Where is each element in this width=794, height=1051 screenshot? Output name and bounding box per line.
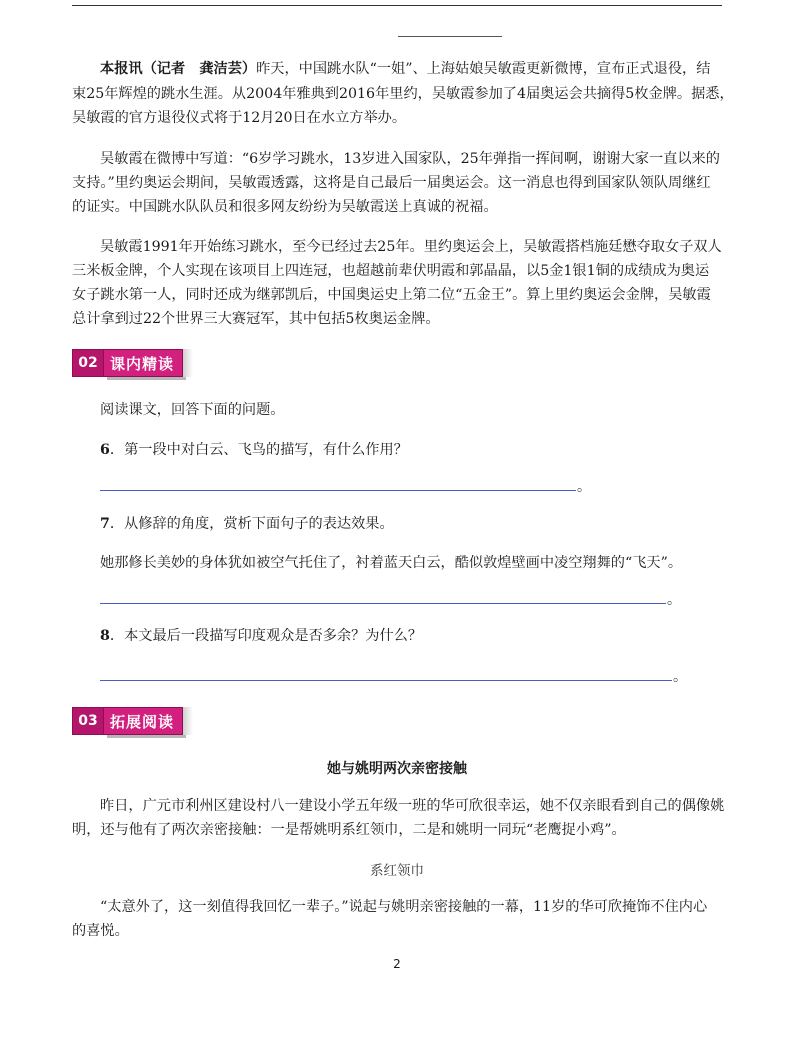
section-03-tail xyxy=(183,707,193,735)
question-7-text: ．从修辞的角度，赏析下面句子的表达效果。 xyxy=(109,516,394,532)
section-02-title: 课内精读 xyxy=(104,349,183,377)
question-7-number: 7 xyxy=(100,516,110,532)
answer-line-6[interactable] xyxy=(100,490,576,491)
news-p1-line1: 昨天，中国跳水队“一姐”、上海姑娘吴敏霞更新微博，宣布正式退役，结 xyxy=(256,61,711,77)
news-p3-line3: 女子跳水第一人，同时还成为继郭凯后，中国奥运史上第二位“五金王”。算上里约奥运会金牌，吴敏霞 xyxy=(72,287,711,303)
question-6-number: 6 xyxy=(100,442,110,458)
article-p2-line1: “太意外了，这一刻值得我回忆一辈子。”说起与姚明亲密接触的一幕，11岁的华可欣掩饰不住内心 xyxy=(100,899,708,915)
answer-line-8-end: 。 xyxy=(673,669,687,685)
page-number: 2 xyxy=(393,957,401,971)
section-03-number: 03 xyxy=(72,707,104,735)
question-7 xyxy=(100,514,394,534)
news-p3-line2: 三米板金牌，个人实现在该项目上四连冠，也超越前辈伏明霞和郭晶晶，以5金1银1铜的成绩成为奥运 xyxy=(72,263,710,279)
news-p3-line4: 总计拿到过22个世界三大赛冠军，其中包括5枚奥运金牌。 xyxy=(72,311,440,327)
answer-line-6-end: 。 xyxy=(577,479,591,495)
top-rule xyxy=(72,5,722,6)
answer-line-7-end: 。 xyxy=(667,592,681,608)
article-p1-line1: 昨日，广元市利州区建设村八一建设小学五年级一班的华可欣很幸运，她不仅亲眼看到自己的偶像姚 xyxy=(100,798,725,814)
answer-line-7[interactable] xyxy=(100,603,666,604)
answer-line-8[interactable] xyxy=(100,680,672,681)
news-p2-line2: 支持。”里约奥运会期间，吴敏霞透露，这将是自己最后一届奥运会。这一消息也得到国家队领队周继红 xyxy=(72,175,711,191)
question-6-text: ．第一段中对白云、飞鸟的描写，有什么作用？ xyxy=(109,442,408,458)
news-p2-line1: 吴敏霞在微博中写道：“6岁学习跳水，13岁进入国家队，25年弹指一挥间啊，谢谢大家一直以来的 xyxy=(100,151,720,167)
section-02-tail xyxy=(183,349,193,377)
question-8-text: ．本文最后一段描写印度观众是否多余？为什么？ xyxy=(109,628,423,644)
question-6 xyxy=(100,440,408,460)
news-p2-line3: 的证实。中国跳水队队员和很多网友纷纷为吴敏霞送上真诚的祝福。 xyxy=(72,199,498,215)
question-8-number: 8 xyxy=(100,628,110,644)
news-p1-line2: 束25年辉煌的跳水生涯。从2004年雅典到2016年里约，吴敏霞参加了4届奥运会共摘得5枚金牌。据悉， xyxy=(72,86,734,102)
news-p3-line1: 吴敏霞1991年开始练习跳水，至今已经过去25年。里约奥运会上，吴敏霞搭档施廷懋夺取女子双人 xyxy=(100,239,722,255)
section-03-title: 拓展阅读 xyxy=(104,707,183,735)
question-8 xyxy=(100,626,422,646)
news-lead: 本报讯（记者 龚洁芸） xyxy=(100,61,257,77)
section-02-header xyxy=(72,349,193,377)
article-p2-line2: 的喜悦。 xyxy=(72,923,129,939)
section-02-intro: 阅读课文，回答下面的问题。 xyxy=(100,402,285,418)
question-7-quote: 她那修长美妙的身体犹如被空气托住了，衬着蓝天白云，酷似敦煌壁画中凌空翔舞的“飞天”。 xyxy=(100,555,683,571)
section-03-header xyxy=(72,707,193,735)
article-title: 她与姚明两次亲密接触 xyxy=(327,761,467,777)
article-p1-line2: 明，还与他有了两次亲密接触：一是帮姚明系红领巾，二是和姚明一同玩“老鹰捉小鸡”。 xyxy=(72,822,626,838)
header-short-rule xyxy=(398,36,502,37)
section-02-number: 02 xyxy=(72,349,104,377)
article-subhead: 系红领巾 xyxy=(370,863,424,879)
news-p1-line3: 吴敏霞的官方退役仪式将于12月20日在水立方举办。 xyxy=(72,110,407,126)
